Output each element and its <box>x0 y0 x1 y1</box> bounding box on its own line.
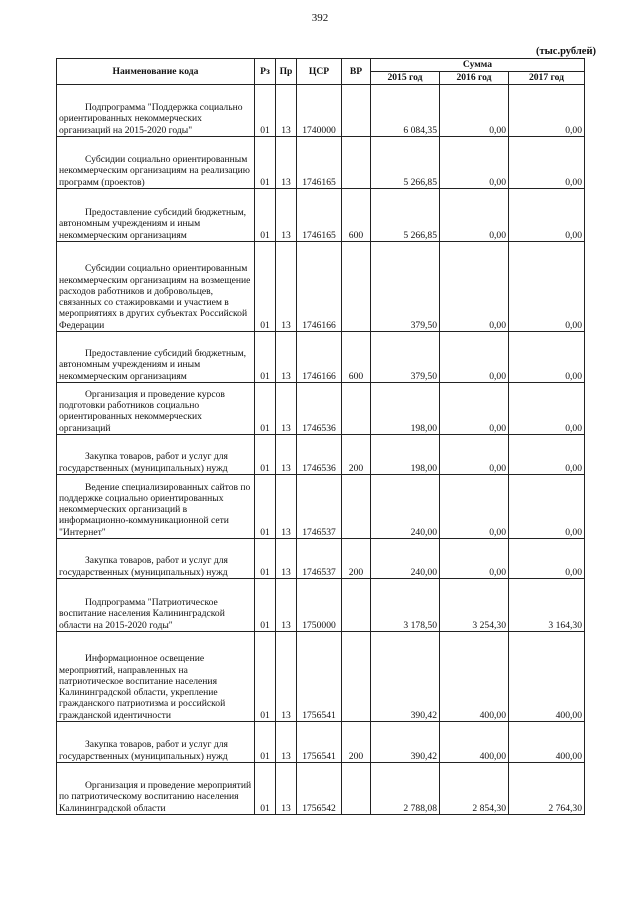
header-pr: Пр <box>276 59 297 85</box>
row-sum-2015: 240,00 <box>371 475 440 539</box>
row-name: Организация и проведение мероприятий по патриотическому воспитанию населения Калининградской области <box>59 780 252 814</box>
row-name: Закупка товаров, работ и услуг для государственных (муниципальных) нужд <box>59 451 228 474</box>
units-label: (тыс.рублей) <box>535 46 596 57</box>
header-year-2016: 2016 год <box>440 72 509 85</box>
row-sum-2015: 3 178,50 <box>371 579 440 632</box>
row-pr: 13 <box>276 189 297 242</box>
row-vr: 600 <box>342 332 371 383</box>
header-rz: Рз <box>255 59 276 85</box>
row-csr: 1746165 <box>297 137 342 189</box>
row-name: Субсидии социально ориентированным некоммерческим организациям на реализацию программ (проектов) <box>59 154 250 188</box>
table-row <box>57 763 585 815</box>
row-sum-2015: 198,00 <box>371 435 440 475</box>
row-pr: 13 <box>276 475 297 539</box>
row-rz: 01 <box>255 539 276 579</box>
row-name: Предоставление субсидий бюджетным, автономным учреждениям и иным некоммерческим организациям <box>59 348 247 382</box>
row-csr: 1756541 <box>297 632 342 722</box>
row-rz: 01 <box>255 85 276 137</box>
row-sum-2017: 0,00 <box>509 332 585 383</box>
row-sum-2017: 2 764,30 <box>509 763 585 815</box>
row-rz: 01 <box>255 579 276 632</box>
row-name-cell <box>57 579 255 632</box>
row-vr <box>342 632 371 722</box>
row-name-cell <box>57 435 255 475</box>
row-sum-2015: 5 266,85 <box>371 137 440 189</box>
row-pr: 13 <box>276 332 297 383</box>
row-rz: 01 <box>255 763 276 815</box>
row-vr <box>342 137 371 189</box>
row-sum-2016: 0,00 <box>440 475 509 539</box>
row-sum-2016: 0,00 <box>440 85 509 137</box>
row-rz: 01 <box>255 475 276 539</box>
row-name: Ведение специализированных сайтов по поддержке социально ориентированных некоммерческих организаций в информационно-коммуникационной сети "Интернет" <box>59 481 251 538</box>
row-name-cell <box>57 189 255 242</box>
row-name-cell <box>57 137 255 189</box>
header-csr: ЦСР <box>297 59 342 85</box>
table-body <box>57 85 585 815</box>
table-row <box>57 722 585 763</box>
row-csr: 1746536 <box>297 383 342 435</box>
row-sum-2017: 3 164,30 <box>509 579 585 632</box>
row-vr <box>342 85 371 137</box>
table-row <box>57 539 585 579</box>
row-sum-2015: 2 788,08 <box>371 763 440 815</box>
table-row <box>57 475 585 539</box>
row-sum-2016: 0,00 <box>440 242 509 332</box>
row-sum-2015: 198,00 <box>371 383 440 435</box>
row-name-cell <box>57 383 255 435</box>
row-rz: 01 <box>255 383 276 435</box>
table-row <box>57 383 585 435</box>
row-rz: 01 <box>255 722 276 763</box>
row-name: Предоставление субсидий бюджетным, автономным учреждениям и иным некоммерческим организациям <box>59 207 247 241</box>
row-sum-2015: 390,42 <box>371 722 440 763</box>
row-csr: 1750000 <box>297 579 342 632</box>
row-pr: 13 <box>276 85 297 137</box>
row-name-cell <box>57 539 255 579</box>
row-sum-2017: 0,00 <box>509 475 585 539</box>
row-csr: 1756542 <box>297 763 342 815</box>
row-rz: 01 <box>255 137 276 189</box>
row-csr: 1740000 <box>297 85 342 137</box>
row-name-cell <box>57 332 255 383</box>
row-sum-2015: 5 266,85 <box>371 189 440 242</box>
row-sum-2017: 0,00 <box>509 242 585 332</box>
row-name-cell <box>57 242 255 332</box>
row-name: Информационное освещение мероприятий, направленных на патриотическое воспитание населения Калининградской области, укрепление гражданского патриотизма и российской гражданской идентичности <box>59 653 226 721</box>
row-sum-2015: 240,00 <box>371 539 440 579</box>
row-sum-2016: 2 854,30 <box>440 763 509 815</box>
row-sum-2016: 0,00 <box>440 332 509 383</box>
table-row <box>57 332 585 383</box>
row-sum-2015: 390,42 <box>371 632 440 722</box>
row-vr <box>342 242 371 332</box>
row-csr: 1746537 <box>297 539 342 579</box>
row-sum-2016: 0,00 <box>440 189 509 242</box>
row-name-cell <box>57 475 255 539</box>
row-pr: 13 <box>276 242 297 332</box>
row-vr <box>342 763 371 815</box>
row-name: Субсидии социально ориентированным некоммерческим организациям на возмещение расходов работников и добровольцев, связанных со стажировками и участием в мероприятиях в других субъектах Российской Федерации <box>59 263 251 331</box>
table-header <box>57 59 585 85</box>
row-sum-2016: 0,00 <box>440 435 509 475</box>
row-name: Организация и проведение курсов подготовки работников социально ориентированных некоммерческих организаций <box>59 388 225 434</box>
row-sum-2015: 6 084,35 <box>371 85 440 137</box>
row-csr: 1746537 <box>297 475 342 539</box>
row-sum-2017: 0,00 <box>509 383 585 435</box>
row-vr <box>342 383 371 435</box>
row-sum-2016: 0,00 <box>440 137 509 189</box>
header-name: Наименование кода <box>57 59 255 85</box>
row-sum-2016: 0,00 <box>440 383 509 435</box>
row-sum-2015: 379,50 <box>371 242 440 332</box>
row-sum-2016: 0,00 <box>440 539 509 579</box>
row-csr: 1756541 <box>297 722 342 763</box>
row-name: Закупка товаров, работ и услуг для государственных (муниципальных) нужд <box>59 555 228 578</box>
table-row <box>57 632 585 722</box>
row-rz: 01 <box>255 189 276 242</box>
row-name: Закупка товаров, работ и услуг для государственных (муниципальных) нужд <box>59 739 228 762</box>
row-csr: 1746166 <box>297 242 342 332</box>
table-row <box>57 85 585 137</box>
row-pr: 13 <box>276 435 297 475</box>
table-row <box>57 242 585 332</box>
row-vr: 200 <box>342 539 371 579</box>
row-sum-2017: 0,00 <box>509 85 585 137</box>
row-pr: 13 <box>276 632 297 722</box>
row-name-cell <box>57 763 255 815</box>
row-sum-2017: 0,00 <box>509 435 585 475</box>
row-csr: 1746165 <box>297 189 342 242</box>
table-row <box>57 137 585 189</box>
row-name-cell <box>57 632 255 722</box>
row-vr <box>342 475 371 539</box>
row-name: Подпрограмма "Поддержка социально ориентированных некоммерческих организаций на 2015-2020 годы" <box>59 102 243 136</box>
page-number: 392 <box>311 12 329 24</box>
row-pr: 13 <box>276 137 297 189</box>
row-pr: 13 <box>276 722 297 763</box>
row-sum-2017: 0,00 <box>509 539 585 579</box>
row-name-cell <box>57 722 255 763</box>
row-pr: 13 <box>276 383 297 435</box>
header-year-2015: 2015 год <box>371 72 440 85</box>
row-csr: 1746536 <box>297 435 342 475</box>
row-vr <box>342 579 371 632</box>
row-name-cell <box>57 85 255 137</box>
row-csr: 1746166 <box>297 332 342 383</box>
row-vr: 600 <box>342 189 371 242</box>
row-vr: 200 <box>342 435 371 475</box>
header-sum: Сумма <box>371 59 585 72</box>
row-sum-2016: 3 254,30 <box>440 579 509 632</box>
table-row <box>57 435 585 475</box>
row-sum-2017: 0,00 <box>509 137 585 189</box>
row-rz: 01 <box>255 632 276 722</box>
row-vr: 200 <box>342 722 371 763</box>
row-pr: 13 <box>276 539 297 579</box>
row-sum-2017: 400,00 <box>509 632 585 722</box>
header-vr: ВР <box>342 59 371 85</box>
header-year-2017: 2017 год <box>509 72 585 85</box>
budget-table <box>56 58 585 815</box>
row-pr: 13 <box>276 579 297 632</box>
row-sum-2015: 379,50 <box>371 332 440 383</box>
table-row <box>57 189 585 242</box>
row-pr: 13 <box>276 763 297 815</box>
row-rz: 01 <box>255 435 276 475</box>
row-name: Подпрограмма "Патриотическое воспитание населения Калининградской области на 2015-2020 годы" <box>59 597 225 631</box>
row-sum-2016: 400,00 <box>440 722 509 763</box>
row-rz: 01 <box>255 332 276 383</box>
row-sum-2017: 400,00 <box>509 722 585 763</box>
row-sum-2016: 400,00 <box>440 632 509 722</box>
row-sum-2017: 0,00 <box>509 189 585 242</box>
row-rz: 01 <box>255 242 276 332</box>
table-row <box>57 579 585 632</box>
